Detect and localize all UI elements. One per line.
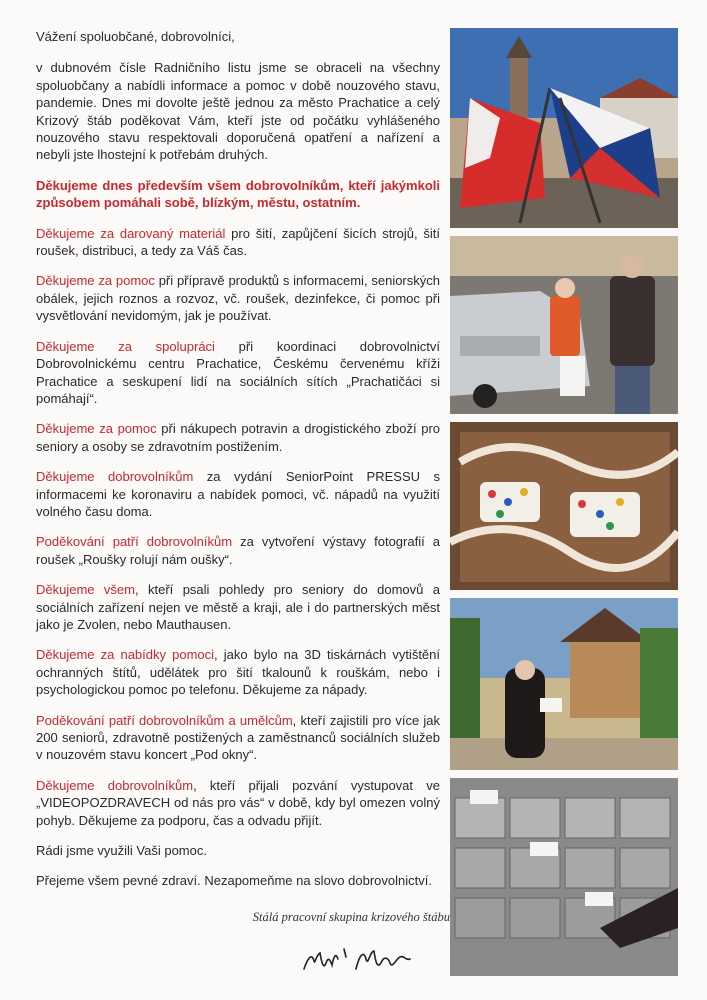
thanks-rest: za vytvoření výstavy fotografií a roušek „Roušky rolují nám oušky“. bbox=[36, 534, 440, 567]
photo-volunteers-car bbox=[450, 236, 678, 414]
photo-mailboxes bbox=[450, 778, 678, 976]
thanks-rest: za vydání SeniorPoint PRESSU s informacemi ke koronaviru a nabídek pomoci, vč. nápadů na využití volného času doma. bbox=[36, 469, 440, 519]
thanks-lead: Poděkování patří dobrovolníkům bbox=[36, 534, 233, 550]
thanks-rest: , jako bylo na 3D tiskárnách vytištění ochranných štítů, udělátek pro šití tkalounů k rouškám, nebo i psychologickou pomoc po telefonu. Děkujeme za nápady. bbox=[36, 647, 441, 698]
thanks-paragraph-2 bbox=[36, 272, 440, 324]
thanks-paragraph-1 bbox=[36, 225, 440, 260]
thanks-rest: při koordinaci dobrovolnictví Dobrovolnickému centru Prachatice, Českému červenému kříži Prachatice a seskupení lidí na sociálních sítích „Prachatičáci si pomáhají“. bbox=[36, 338, 441, 406]
thanks-lead: Poděkování patří dobrovolníkům a umělcům bbox=[36, 712, 293, 728]
thanks-paragraph-8 bbox=[36, 646, 440, 698]
thanks-rest: , kteří zajistili pro více jak 200 seniorů, zdravotně postižených a zaměstnanců sociálních služeb v nouzovém stavu koncert „Pod okny“. bbox=[36, 712, 440, 763]
thanks-paragraph-6 bbox=[36, 533, 440, 568]
thanks-lead: Děkujeme dobrovolníkům bbox=[36, 469, 194, 485]
intro-paragraph: v dubnovém čísle Radničního listu jsme se obraceli na všechny spoluobčany a nabídli informace a pomoc v době nouzového stavu, pandemie. Dnes mi dovolte ještě jednou za město Prachatice a celý Krizový štáb poděkovat Vám, kteří jste od počátku vyhlášeného nouzového stavu respektovali doporučená opatření a nařízení a nebyli jste lhostejní k potřebám druhých. bbox=[36, 60, 440, 163]
thanks-lead: Děkujeme dobrovolníkům bbox=[36, 777, 194, 793]
photo-flags bbox=[450, 28, 678, 228]
letter-body bbox=[36, 28, 440, 903]
thanks-paragraph-4 bbox=[36, 420, 440, 455]
greeting: Vážení spoluobčané, dobrovolníci, bbox=[36, 29, 235, 44]
handwritten-signature bbox=[300, 935, 420, 979]
thanks-paragraph-9 bbox=[36, 712, 440, 764]
thanks-lead: Děkujeme za pomoc bbox=[36, 273, 155, 289]
thanks-paragraph-10 bbox=[36, 777, 440, 829]
thanks-lead: Děkujeme za nabídky pomoci bbox=[36, 647, 215, 663]
thanks-lead: Děkujeme za darovaný materiál bbox=[36, 225, 226, 241]
headline-paragraph: Děkujeme dnes především všem dobrovolníkům, kteří jakýmkoli způsobem pomáhali sobě, blízkým, městu, ostatním. bbox=[36, 177, 440, 211]
thanks-paragraph-7 bbox=[36, 581, 440, 633]
thanks-rest: pro šití, zapůjčení šicích strojů, šití roušek, distribuci, a tedy za Váš čas. bbox=[36, 225, 440, 259]
thanks-rest: , kteří přijali pozvání vystupovat ve „VIDEOPOZDRAVECH od nás pro vás“ v době, kdy byl omezen volný pohyb. Děkujeme za podporu, čas a odvadu přijít. bbox=[36, 777, 441, 828]
thanks-paragraph-5 bbox=[36, 468, 440, 520]
thanks-rest: při nákupech potravin a drogistického zboží pro seniory a osoby se zdravotním postižením. bbox=[36, 421, 441, 454]
photo-masks bbox=[450, 422, 678, 590]
thanks-paragraph-3 bbox=[36, 338, 440, 408]
thanks-lead: Děkujeme za spolupráci bbox=[36, 338, 215, 354]
closing-1: Rádi jsme využili Vaši pomoc. bbox=[36, 843, 207, 859]
thanks-lead: Děkujeme všem bbox=[36, 582, 135, 598]
thanks-rest: , kteří psali pohledy pro seniory do domovů a sociálních zařízení nejen ve městě a kraji, ale i do partnerských měst jako je Zvolen, nebo Mauthausen. bbox=[36, 582, 441, 632]
closing-2: Přejeme všem pevné zdraví. Nezapomeňme na slovo dobrovolnictví. bbox=[36, 873, 432, 889]
thanks-lead: Děkujeme za pomoc bbox=[36, 421, 157, 437]
thanks-rest: při přípravě produktů s informacemi, seniorských obálek, jejich roznos a rozvoz, vč. roušek, dezinfekce, či pomoc při vysvětlování nevidomým, jak je používat. bbox=[36, 273, 440, 324]
signature-line: Stálá pracovní skupina krizového štábu bbox=[252, 910, 450, 924]
photo-nun-courtyard bbox=[450, 598, 678, 770]
